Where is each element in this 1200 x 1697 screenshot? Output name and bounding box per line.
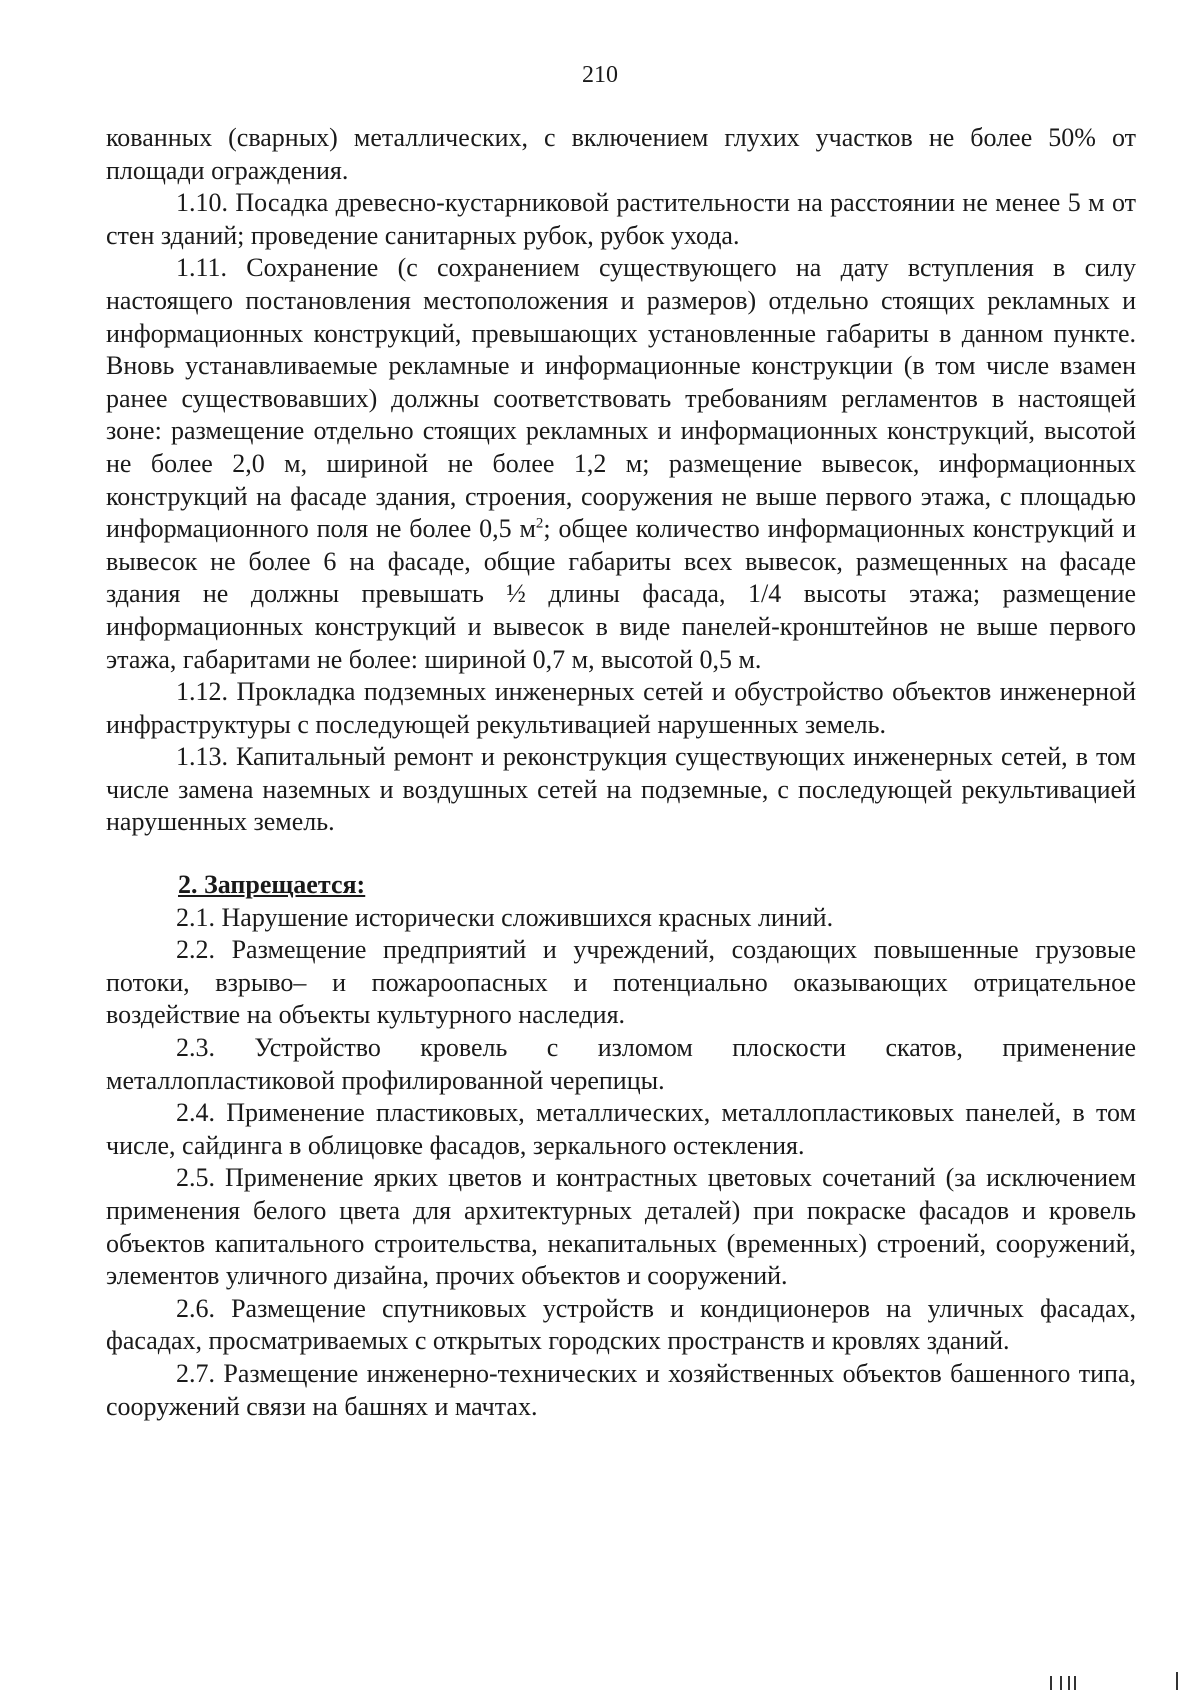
paragraph-1-13: 1.13. Капитальный ремонт и реконструкция существующих инженерных сетей, в том числе замена наземных и воздушных сетей на подземные, с последующей рекультивацией нарушенных земель. xyxy=(106,742,1136,837)
paragraph-2-6: 2.6. Размещение спутниковых устройств и кондиционеров на уличных фасадах, фасадах, просматриваемых с открытых городских пространств и кровлях зданий. xyxy=(106,1293,1136,1356)
paragraph-2-2: 2.2. Размещение предприятий и учреждений, создающих повышенные грузовые потоки, взрыво– и пожароопасных и потенциально оказывающих отрицательное воздействие на объекты культурного наследия. xyxy=(106,935,1136,1030)
paragraph-1-10: 1.10. Посадка древесно-кустарниковой растительности на расстоянии не менее 5 м от стен зданий; проведение санитарных рубок, рубок ухода. xyxy=(106,188,1136,250)
page-number: 210 xyxy=(582,62,618,88)
scan-artifact xyxy=(1176,1672,1178,1690)
paragraph-2-7: 2.7. Размещение инженерно-технических и хозяйственных объектов башенного типа, сооружений связи на башнях и мачтах. xyxy=(106,1358,1136,1421)
paragraph-1-12: 1.12. Прокладка подземных инженерных сетей и обустройство объектов инженерной инфраструктуры с последующей рекультивацией нарушенных земель. xyxy=(106,677,1136,739)
scan-artifact xyxy=(1068,1676,1070,1690)
section-heading-prohibited: 2. Запрещается: xyxy=(178,870,366,900)
scan-artifact xyxy=(1050,1676,1052,1690)
scan-artifact xyxy=(1060,1676,1062,1690)
document-body xyxy=(106,122,1136,1423)
paragraph-1-11-text: 1.11. Сохранение (с сохранением существующего на дату вступления в силу настоящего постановления местоположения и размеров) отдельно стоящих рекламных и информационных конструкций, превышающих установленные габариты в данном пункте. Вновь устанавливаемые рекламные и информационные конструкции (в том числе взамен ранее существовавших) должны соответствовать требованиям регламентов в настоящей зоне: размещение отдельно стоящих рекламных и информационных конструкций, высотой не более 2,0 м, шириной не более 1,2 м; размещение вывесок, информационных конструкций на фасаде здания, строения, сооружения не выше первого этажа, с площадью информационного поля не более 0,5 м xyxy=(106,253,1136,544)
paragraph-1-11 xyxy=(106,252,1136,676)
superscript-2: 2 xyxy=(535,515,544,532)
paragraph-1-11-continuation: ; общее количество информационных конструкций и вывесок не более 6 на фасаде, общие габариты всех вывесок, размещенных на фасаде здания не должны превышать ½ длины фасада, 1/4 высоты этажа; размещение информационных конструкций и вывесок в виде панелей-кронштейнов не выше первого этажа, габаритами не более: шириной 0,7 м, высотой 0,5 м. xyxy=(106,514,1136,674)
paragraph-2-3: 2.3. Устройство кровель с изломом плоскости скатов, применение металлопластиковой профилированной черепицы. xyxy=(106,1033,1136,1095)
paragraph-1-9-continuation: кованных (сварных) металлических, с включением глухих участков не более 50% от площади ограждения. xyxy=(106,123,1136,185)
scan-artifact xyxy=(1074,1676,1076,1690)
paragraph-2-1: 2.1. Нарушение исторически сложившихся красных линий. xyxy=(176,902,834,932)
paragraph-2-4: 2.4. Применение пластиковых, металлических, металлопластиковых панелей, в том числе, сайдинга в облицовке фасадов, зеркального остекления. xyxy=(106,1098,1136,1160)
paragraph-2-5: 2.5. Применение ярких цветов и контрастных цветовых сочетаний (за исключением применения белого цвета для архитектурных деталей) при покраске фасадов и кровель объектов капитального строительства, некапитальных (временных) строений, сооружений, элементов уличного дизайна, прочих объектов и сооружений. xyxy=(106,1163,1136,1291)
